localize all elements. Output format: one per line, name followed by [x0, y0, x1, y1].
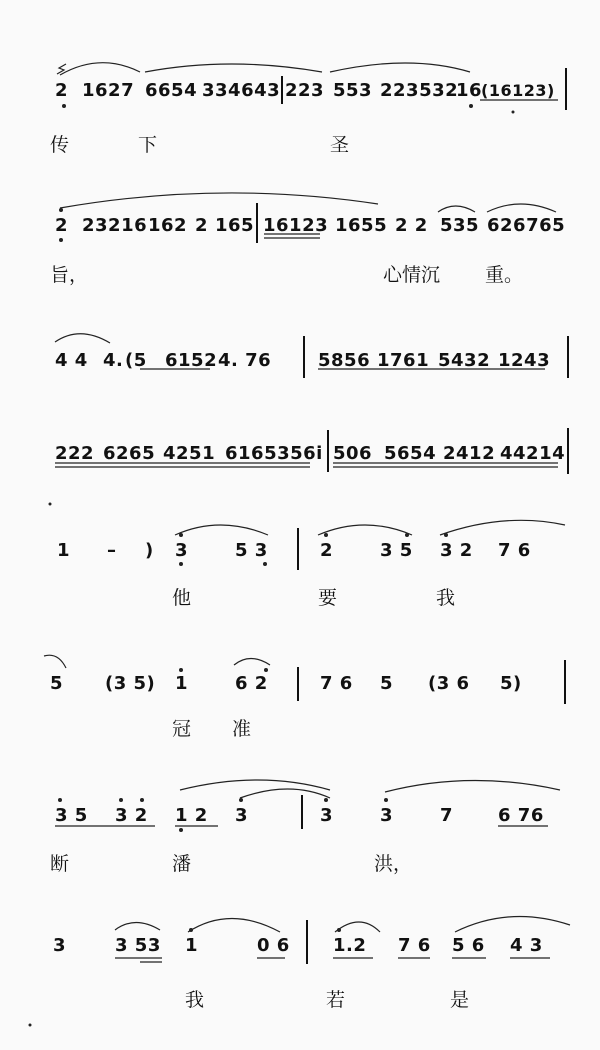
note-group: 553: [333, 80, 373, 101]
note-group: 222: [55, 443, 95, 464]
lyric-char: 潘: [172, 853, 192, 875]
note-group: 334643: [202, 80, 281, 101]
lyric-char: 心情沉: [383, 264, 441, 286]
note-group: 3: [53, 935, 67, 956]
note-group: 1: [175, 673, 189, 694]
note-group: 3 53: [115, 935, 161, 956]
note-group: 5856: [318, 350, 371, 371]
lyrics-line-5: [0, 583, 600, 613]
lyrics-line-6: [0, 714, 600, 744]
note-group: (5: [125, 350, 147, 371]
note-group: 1 2: [175, 805, 208, 826]
lyric-char: 圣: [330, 134, 350, 156]
barline: [281, 76, 283, 104]
note-group: 6152: [165, 350, 218, 371]
note-group: 6165356i: [225, 443, 323, 464]
barline: [297, 528, 299, 570]
lyric-char: 洪，: [374, 853, 413, 875]
note-group: 1243: [498, 350, 551, 371]
note-group: 3 5: [55, 805, 88, 826]
note-group: 3 2: [115, 805, 148, 826]
note-group: 3: [380, 805, 394, 826]
note-group: 6265: [103, 443, 156, 464]
note-group: –: [107, 540, 117, 561]
note-group: 223532: [380, 80, 459, 101]
note-group: 4251: [163, 443, 216, 464]
barline: [567, 428, 569, 474]
lyric-char: 是: [450, 989, 470, 1011]
note-group: 7 6: [320, 673, 353, 694]
note-group: 5654: [384, 443, 437, 464]
note-group: 4.: [103, 350, 124, 371]
note-group: 3: [235, 805, 249, 826]
barline: [303, 336, 305, 378]
lyric-char: 下: [138, 134, 158, 156]
barline: [256, 203, 258, 243]
lyrics-line-7: [0, 849, 600, 879]
note-group: 6654: [145, 80, 198, 101]
barline: [567, 336, 569, 378]
music-line-2: [0, 215, 600, 255]
note-group: 165: [215, 215, 255, 236]
note-group: 1: [185, 935, 199, 956]
note-group: 2: [195, 215, 209, 236]
note-group: 506: [333, 443, 373, 464]
note-group: 23216: [82, 215, 148, 236]
lyric-char: 要: [318, 587, 338, 609]
note-group: 5): [500, 673, 522, 694]
note-group: 223: [285, 80, 325, 101]
note-group: 3 2: [440, 540, 473, 561]
note-group: 2 2: [395, 215, 428, 236]
lyric-char: 冠: [172, 718, 192, 740]
note-group: 3: [320, 805, 334, 826]
barline: [565, 68, 567, 110]
note-group: 7 6: [398, 935, 431, 956]
lyric-char: 准: [232, 718, 252, 740]
note-group: (3 5): [105, 673, 156, 694]
note-group: ): [145, 540, 154, 561]
note-group: 6 76: [498, 805, 544, 826]
barline: [301, 795, 303, 829]
note-group: 1761: [377, 350, 430, 371]
music-line-3: [0, 350, 600, 390]
note-group: 2: [55, 215, 69, 236]
lyric-char: 重。: [485, 264, 524, 286]
note-group: 2412: [443, 443, 496, 464]
note-group: 7: [440, 805, 454, 826]
music-line-6: [0, 673, 600, 713]
note-group: 5 3: [235, 540, 268, 561]
music-line-1: [0, 80, 600, 120]
note-group: 6 2: [235, 673, 268, 694]
note-group: 44214: [500, 443, 566, 464]
note-group: 4. 76: [218, 350, 272, 371]
lyric-char: 我: [436, 587, 456, 609]
note-group: 1655: [335, 215, 388, 236]
note-group: 0 6: [257, 935, 290, 956]
lyric-char: 旨，: [50, 264, 89, 286]
lyric-char: 断: [50, 853, 70, 875]
lyrics-line-1: [0, 130, 600, 160]
lyric-char: 他: [172, 587, 192, 609]
note-group: 1.2: [333, 935, 367, 956]
note-group: 4 4: [55, 350, 88, 371]
music-line-8: [0, 935, 600, 975]
note-group: 1: [57, 540, 71, 561]
note-group: 5: [50, 673, 64, 694]
note-group: 3 5: [380, 540, 413, 561]
note-group: (3 6: [428, 673, 470, 694]
note-group: 16123: [263, 215, 329, 236]
lyric-char: 若: [326, 989, 346, 1011]
note-group: 7 6: [498, 540, 531, 561]
lyrics-line-2: [0, 260, 600, 290]
barline: [564, 660, 566, 704]
note-group: 5432: [438, 350, 491, 371]
note-group: 2: [55, 80, 69, 101]
note-group: 162: [148, 215, 188, 236]
music-line-5: [0, 540, 600, 580]
music-line-7: [0, 805, 600, 845]
note-group: (16123): [481, 81, 555, 100]
lyric-char: 传: [50, 134, 70, 156]
note-group: 5: [380, 673, 394, 694]
note-group: 5 6: [452, 935, 485, 956]
barline: [306, 920, 308, 964]
note-group: 4 3: [510, 935, 543, 956]
barline: [327, 430, 329, 472]
note-group: 16: [456, 80, 483, 101]
note-group: 535: [440, 215, 480, 236]
barline: [297, 667, 299, 701]
lyrics-line-8: [0, 985, 600, 1015]
note-group: 626765: [487, 215, 566, 236]
lyric-char: 我: [185, 989, 205, 1011]
music-line-4: [0, 443, 600, 483]
note-group: 1627: [82, 80, 135, 101]
note-group: 3: [175, 540, 189, 561]
note-group: 2: [320, 540, 334, 561]
